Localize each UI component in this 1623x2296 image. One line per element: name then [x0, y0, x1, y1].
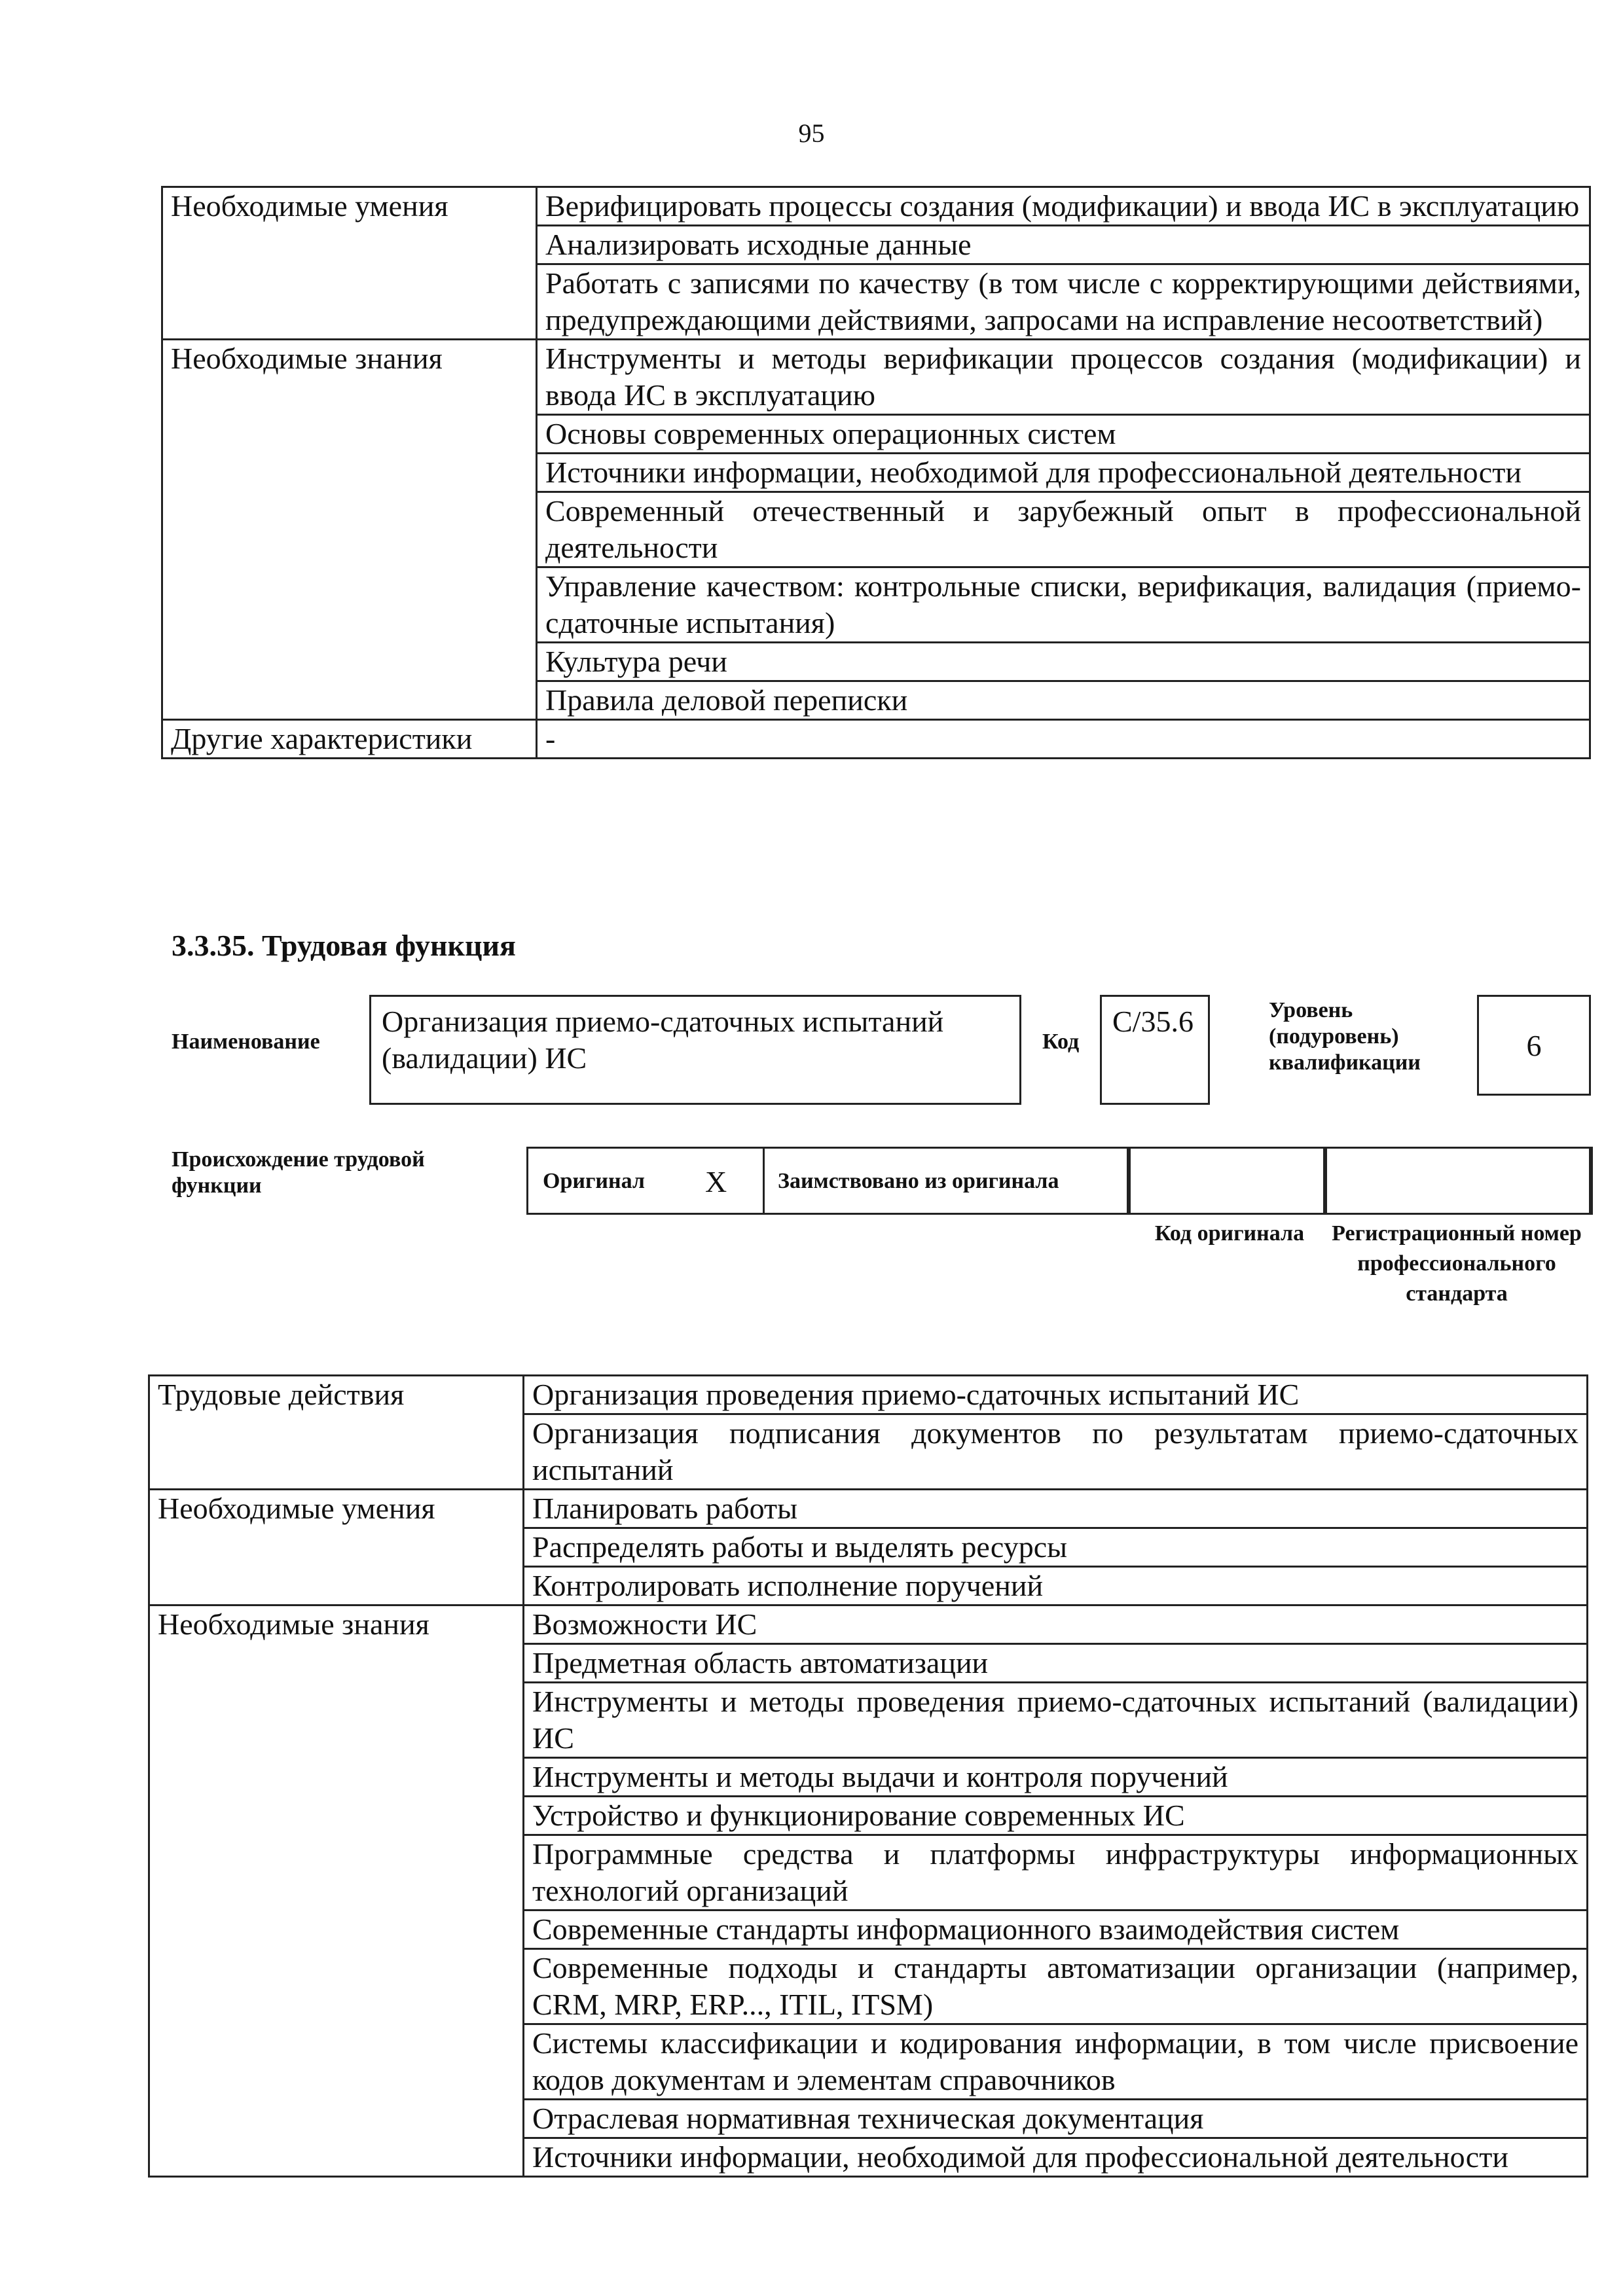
function-name-box: [369, 995, 1021, 1105]
table-row: [162, 187, 1590, 226]
section-title: 3.3.35. Трудовая функция: [172, 929, 516, 962]
row-item: Организация проведения приемо-сдаточных испытаний ИС: [524, 1376, 1588, 1414]
row-group-label: Другие характеристики: [162, 720, 537, 759]
name-label: Наименование: [172, 1030, 320, 1054]
code-label: Код: [1042, 1030, 1080, 1054]
row-group-label: Необходимые знания: [162, 340, 537, 720]
row-group-label: Необходимые умения: [149, 1490, 524, 1605]
table-row: [162, 340, 1590, 415]
table-row: [149, 1490, 1588, 1528]
row-item: Отраслевая нормативная техническая документация: [524, 2100, 1588, 2138]
table-row: [162, 720, 1590, 759]
row-item: Контролировать исполнение поручений: [524, 1567, 1588, 1605]
row-item: Анализировать исходные данные: [537, 226, 1590, 264]
row-item: Правила деловой переписки: [537, 681, 1590, 720]
table-row: [149, 1605, 1588, 1644]
row-item: Предметная область автоматизации: [524, 1644, 1588, 1683]
row-item: Современный отечественный и зарубежный опыт в профессиональной деятельности: [537, 492, 1590, 567]
code-box: [1100, 995, 1210, 1105]
row-item: Верифицировать процессы создания (модификации) и ввода ИС в эксплуатацию: [537, 187, 1590, 226]
row-item: Инструменты и методы выдачи и контроля поручений: [524, 1758, 1588, 1797]
original-cell: [526, 1147, 765, 1215]
row-item: Основы современных операционных систем: [537, 415, 1590, 454]
original-label: Оригинал: [543, 1169, 645, 1193]
origin-row: [526, 1147, 1591, 1215]
row-item: Современные стандарты информационного взаимодействия систем: [524, 1910, 1588, 1949]
qualification-table-2: [148, 1374, 1588, 2178]
row-item: Возможности ИС: [524, 1605, 1588, 1644]
row-item: -: [537, 720, 1590, 759]
table-row: [149, 1376, 1588, 1414]
row-item: Источники информации, необходимой для профессиональной деятельности: [537, 454, 1590, 492]
row-item: Планировать работы: [524, 1490, 1588, 1528]
reg-number-caption: Регистрационный номер профессионального стандарта: [1332, 1221, 1582, 1306]
row-item: Программные средства и платформы инфраструктуры информационных технологий организаций: [524, 1835, 1588, 1910]
row-item: Организация подписания документов по результатам приемо-сдаточных испытаний: [524, 1414, 1588, 1490]
row-group-label: Необходимые знания: [149, 1605, 524, 2177]
reg-number-cell: [1323, 1147, 1593, 1215]
function-name: Организация приемо-сдаточных испытаний (валидации) ИС: [382, 1005, 944, 1075]
row-item: Распределять работы и выделять ресурсы: [524, 1528, 1588, 1567]
row-item: Управление качеством: контрольные списки, верификация, валидация (приемо-сдаточные испытания): [537, 567, 1590, 643]
row-item: Устройство и функционирование современных ИС: [524, 1797, 1588, 1835]
row-item: Культура речи: [537, 643, 1590, 681]
code-original-caption: Код оригинала: [1154, 1221, 1305, 1246]
row-item: Инструменты и методы проведения приемо-сдаточных испытаний (валидации) ИС: [524, 1683, 1588, 1758]
row-item: Инструменты и методы верификации процессов создания (модификации) и ввода ИС в эксплуатацию: [537, 340, 1590, 415]
row-item: Работать с записями по качеству (в том числе с корректирующими действиями, предупреждающими действиями, запросами на исправление несоответствий): [537, 264, 1590, 340]
code-value: С/35.6: [1112, 1005, 1194, 1038]
level-label: Уровень (подуровень) квалификации: [1269, 998, 1421, 1075]
level-box: [1477, 995, 1591, 1096]
row-group-label: Трудовые действия: [149, 1376, 524, 1490]
original-code-cell: [1127, 1147, 1327, 1215]
level-value: 6: [1526, 1028, 1542, 1062]
original-mark: X: [705, 1165, 727, 1198]
page-number: 95: [798, 118, 825, 148]
row-group-label: Необходимые умения: [162, 187, 537, 340]
row-item: Современные подходы и стандарты автоматизации организации (например, CRM, MRP, ERP..., ITIL, ITSM): [524, 1949, 1588, 2024]
row-item: Источники информации, необходимой для профессиональной деятельности: [524, 2138, 1588, 2177]
origin-label: Происхождение трудовой функции: [172, 1147, 425, 1198]
row-item: Системы классификации и кодирования информации, в том числе присвоение кодов документам и элементам справочников: [524, 2024, 1588, 2100]
borrowed-label: Заимствовано из оригинала: [778, 1169, 1059, 1193]
borrowed-cell: [763, 1147, 1131, 1215]
qualification-table-1: [161, 186, 1591, 759]
